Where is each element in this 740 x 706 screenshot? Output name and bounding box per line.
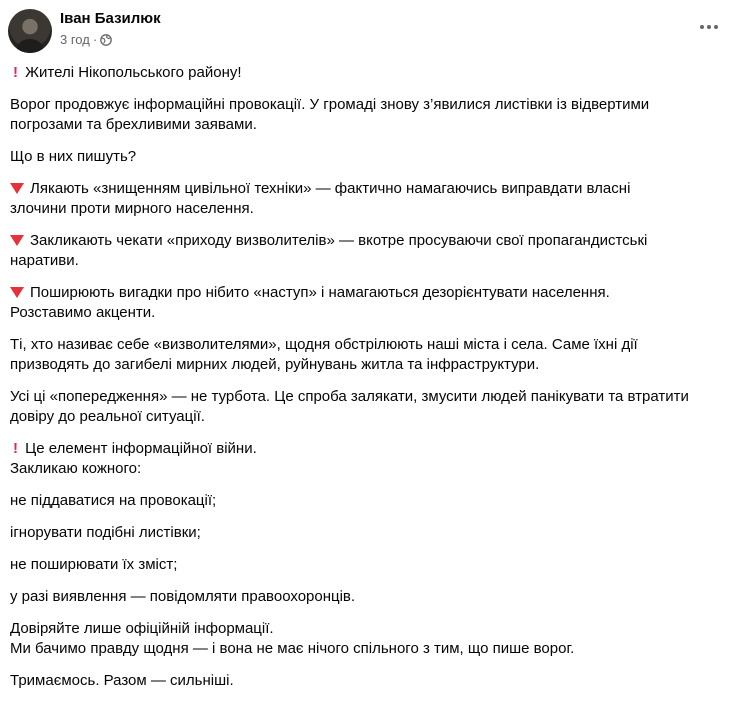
list-item: не поширювати їх зміст; xyxy=(10,556,178,573)
list-item: не піддаватися на провокації; xyxy=(10,492,217,509)
red-triangle-icon xyxy=(10,183,24,194)
globe-icon[interactable] xyxy=(100,34,112,46)
paragraph-text: Ми бачимо правду щодня — і вона не має нічого спільного з тим, що пише ворог. xyxy=(10,640,575,657)
bullet-item xyxy=(10,231,722,251)
list-item: ігнорувати подібні листівки; xyxy=(10,524,201,541)
closing-text: Тримаємось. Разом — сильніші. xyxy=(10,672,234,689)
exclamation-icon: ! xyxy=(13,64,18,81)
post-header xyxy=(8,9,161,55)
ukraine-flag-icon xyxy=(237,674,253,686)
post-time[interactable]: 3 год xyxy=(60,32,90,47)
paragraph-text: Ті, хто називає себе «визволителями», щодня обстрілюють наші міста і села. Саме їхні дії xyxy=(10,336,638,353)
bullet-item xyxy=(10,283,722,303)
paragraph-text: призводять до загибелі мирних людей, руйнувань житла та інфраструктури. xyxy=(10,356,540,373)
closing-line xyxy=(10,671,722,691)
paragraph-text: Ворог продовжує інформаційні провокації. У громаді знову з’явилися листівки із відвертими xyxy=(10,96,650,113)
post-meta xyxy=(60,9,161,48)
list-item: у разі виявлення — повідомляти правоохоронців. xyxy=(10,588,356,605)
paragraph-text: Усі ці «попередження» — не турбота. Це спроба залякати, змусити людей панікувати та втратити xyxy=(10,388,689,405)
more-options-icon[interactable] xyxy=(696,17,722,37)
bullet-continuation: злочини проти мирного населення. xyxy=(10,200,254,217)
paragraph-text: Довіряйте лише офіційній інформації. xyxy=(10,620,274,637)
post-subline xyxy=(60,32,161,48)
paragraph-heading xyxy=(10,63,722,83)
paragraph-text: Що в них пишуть? xyxy=(10,148,137,165)
paragraph-warning xyxy=(10,439,722,459)
paragraph-text: погрозами та брехливими заявами. xyxy=(10,116,257,133)
bullet-text: Поширюють вигадки про нібито «наступ» і намагаються дезорієнтувати населення. xyxy=(30,284,610,301)
bullet-item xyxy=(10,179,722,199)
bullet-text: Закликають чекати «приходу визволителів» — вкотре просуваючи свої пропагандистські xyxy=(30,232,648,249)
post-text xyxy=(10,63,722,706)
red-triangle-icon xyxy=(10,235,24,246)
heading-text: Жителі Нікопольського району! xyxy=(25,64,242,81)
bullet-continuation: наративи. xyxy=(10,252,79,269)
meta-separator: · xyxy=(92,32,98,47)
red-triangle-icon xyxy=(10,287,24,298)
exclamation-icon: ! xyxy=(13,440,18,457)
avatar[interactable] xyxy=(8,9,52,53)
paragraph-text: довіру до реальної ситуації. xyxy=(10,408,205,425)
paragraph-text: Розставимо акценти. xyxy=(10,304,156,321)
author-name[interactable]: Іван Базилюк xyxy=(60,10,161,27)
paragraph-text: Закликаю кожного: xyxy=(10,460,142,477)
warning-text: Це елемент інформаційної війни. xyxy=(25,440,257,457)
bullet-text: Лякають «знищенням цивільної техніки» — фактично намагаючись виправдати власні xyxy=(30,180,631,197)
